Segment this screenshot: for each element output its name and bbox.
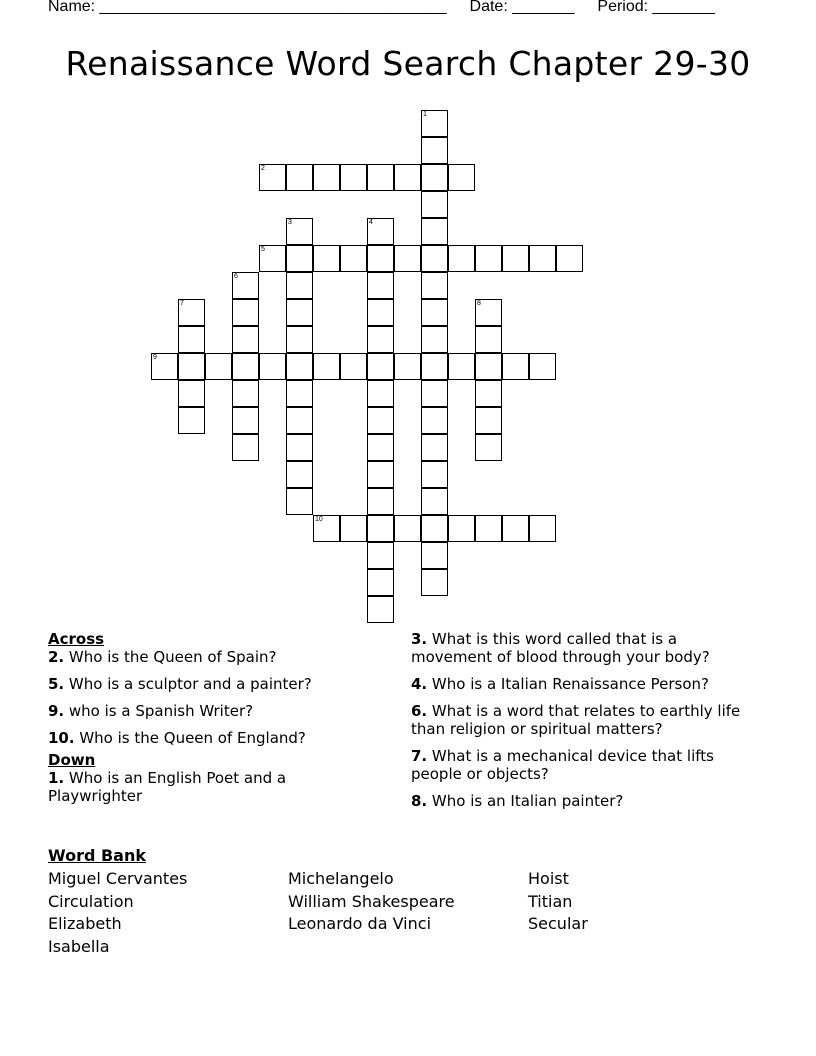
crossword-cell[interactable] — [313, 515, 340, 542]
crossword-cell[interactable] — [259, 245, 286, 272]
word-bank-item: Circulation — [48, 891, 134, 911]
clue-number-label: 2 — [261, 165, 265, 172]
clue-number-label: 6 — [234, 273, 238, 280]
crossword-cell[interactable] — [340, 164, 367, 191]
word-bank-item: Elizabeth — [48, 914, 122, 934]
crossword-cell[interactable] — [367, 542, 394, 569]
period-field[interactable]: Period: _______ — [597, 0, 715, 15]
word-bank-column-2 — [288, 868, 455, 936]
crossword-cell[interactable] — [286, 326, 313, 353]
crossword-cell[interactable] — [340, 245, 367, 272]
crossword-cell[interactable] — [529, 515, 556, 542]
crossword-cell[interactable] — [421, 515, 448, 542]
crossword-cell[interactable] — [475, 515, 502, 542]
crossword-cell[interactable] — [178, 299, 205, 326]
clue-text: What is a word that relates to earthly life than religion or spiritual matters? — [411, 702, 741, 738]
crossword-cell[interactable] — [556, 245, 583, 272]
word-bank-column-1 — [48, 868, 187, 959]
crossword-cell[interactable] — [367, 218, 394, 245]
crossword-cell[interactable] — [313, 245, 340, 272]
crossword-cell[interactable] — [286, 434, 313, 461]
crossword-cell[interactable] — [421, 137, 448, 164]
crossword-cell[interactable] — [367, 461, 394, 488]
crossword-cell[interactable] — [421, 569, 448, 596]
crossword-cell[interactable] — [502, 353, 529, 380]
crossword-cell[interactable] — [367, 380, 394, 407]
crossword-cell[interactable] — [421, 191, 448, 218]
clue-text: Who is the Queen of Spain? — [64, 648, 277, 666]
clue-number: 7. — [411, 747, 428, 765]
crossword-cell[interactable] — [421, 299, 448, 326]
crossword-cell[interactable] — [475, 380, 502, 407]
crossword-cell[interactable] — [151, 353, 178, 380]
crossword-cell[interactable] — [367, 407, 394, 434]
crossword-cell[interactable] — [421, 218, 448, 245]
crossword-cell[interactable] — [421, 326, 448, 353]
clue-number: 3. — [411, 630, 428, 648]
crossword-cell[interactable] — [421, 353, 448, 380]
word-bank-item: Titian — [528, 891, 573, 911]
word-bank-column-3 — [528, 868, 588, 936]
crossword-cell[interactable] — [394, 164, 421, 191]
crossword-cell[interactable] — [340, 515, 367, 542]
crossword-cell[interactable] — [367, 326, 394, 353]
crossword-cell[interactable] — [475, 299, 502, 326]
clue-number-label: 7 — [180, 300, 184, 307]
clue-number: 4. — [411, 675, 428, 693]
crossword-cell[interactable] — [421, 488, 448, 515]
crossword-cell[interactable] — [232, 272, 259, 299]
crossword-cell[interactable] — [367, 353, 394, 380]
crossword-cell[interactable] — [448, 353, 475, 380]
down-clue-8 — [411, 792, 751, 810]
word-bank-item: Isabella — [48, 937, 110, 957]
crossword-cell[interactable] — [421, 245, 448, 272]
word-bank-heading: Word Bank — [48, 846, 147, 865]
crossword-cell[interactable] — [421, 434, 448, 461]
crossword-cell[interactable] — [367, 596, 394, 623]
clue-number-label: 10 — [315, 516, 323, 523]
clue-number: 5. — [48, 675, 65, 693]
crossword-cell[interactable] — [178, 407, 205, 434]
crossword-cell[interactable] — [421, 461, 448, 488]
crossword-cell[interactable] — [529, 245, 556, 272]
page-title: Renaissance Word Search Chapter 29-30 — [65, 44, 751, 83]
across-clue-9 — [48, 702, 378, 729]
clue-text: Who is an English Poet and a Playwrighter — [48, 769, 287, 805]
word-bank-item: Miguel Cervantes — [48, 869, 188, 888]
crossword-cell[interactable] — [367, 569, 394, 596]
down-clue-1 — [48, 769, 378, 805]
clue-number-label: 4 — [369, 219, 373, 226]
crossword-cell[interactable] — [475, 353, 502, 380]
across-clue-10 — [48, 729, 378, 751]
clue-number: 6. — [411, 702, 428, 720]
down-clue-4 — [411, 675, 751, 693]
across-heading: Across — [48, 630, 105, 648]
word-bank-item: Hoist — [528, 869, 569, 888]
down-clue-7 — [411, 747, 751, 783]
crossword-cell[interactable] — [367, 515, 394, 542]
crossword-cell[interactable] — [313, 164, 340, 191]
crossword-cell[interactable] — [232, 326, 259, 353]
clue-number: 9. — [48, 702, 65, 720]
clue-number-label: 8 — [477, 300, 481, 307]
clue-column-left — [48, 630, 378, 805]
clue-column-right — [411, 630, 751, 810]
across-clue-5 — [48, 675, 378, 702]
word-bank-item: Michelangelo — [288, 869, 394, 888]
clue-text: What is this word called that is a movement of blood through your body? — [411, 630, 710, 666]
clue-number: 8. — [411, 792, 428, 810]
clue-number-label: 5 — [261, 246, 265, 253]
crossword-cell[interactable] — [286, 380, 313, 407]
crossword-cell[interactable] — [394, 245, 421, 272]
crossword-cell[interactable] — [421, 380, 448, 407]
crossword-cell[interactable] — [205, 353, 232, 380]
crossword-cell[interactable] — [232, 299, 259, 326]
date-field[interactable]: Date: _______ — [469, 0, 575, 15]
crossword-cell[interactable] — [286, 461, 313, 488]
crossword-cell[interactable] — [313, 353, 340, 380]
clue-number-label: 9 — [153, 354, 157, 361]
across-clue-2 — [48, 648, 378, 675]
crossword-cell[interactable] — [421, 164, 448, 191]
clue-number-label: 3 — [288, 219, 292, 226]
clue-number: 2. — [48, 648, 65, 666]
crossword-cell[interactable] — [475, 407, 502, 434]
crossword-cell[interactable] — [421, 407, 448, 434]
crossword-cell[interactable] — [367, 245, 394, 272]
crossword-cell[interactable] — [367, 272, 394, 299]
crossword-cell[interactable] — [286, 488, 313, 515]
crossword-cell[interactable] — [286, 218, 313, 245]
crossword-cell[interactable] — [286, 245, 313, 272]
crossword-cell[interactable] — [502, 515, 529, 542]
crossword-cell[interactable] — [448, 164, 475, 191]
crossword-cell[interactable] — [340, 353, 367, 380]
crossword-cell[interactable] — [178, 353, 205, 380]
crossword-cell[interactable] — [394, 353, 421, 380]
crossword-cell[interactable] — [367, 164, 394, 191]
word-bank-item: William Shakespeare — [288, 891, 455, 911]
crossword-cell[interactable] — [286, 272, 313, 299]
word-bank-item: Leonardo da Vinci — [288, 914, 432, 934]
down-clue-3 — [411, 630, 751, 666]
clue-number-label: 1 — [423, 111, 427, 118]
crossword-cell[interactable] — [502, 245, 529, 272]
clue-text: who is a Spanish Writer? — [64, 702, 254, 720]
crossword-cell[interactable] — [367, 488, 394, 515]
crossword-cell[interactable] — [178, 380, 205, 407]
clue-text: Who is a sculptor and a painter? — [64, 675, 312, 693]
crossword-cell[interactable] — [259, 353, 286, 380]
crossword-cell[interactable] — [421, 542, 448, 569]
crossword-cell[interactable] — [475, 245, 502, 272]
clue-number: 1. — [48, 769, 65, 787]
crossword-cell[interactable] — [232, 434, 259, 461]
down-heading: Down — [48, 751, 96, 769]
crossword-cell[interactable] — [367, 299, 394, 326]
crossword-cell[interactable] — [367, 434, 394, 461]
word-bank-item: Secular — [528, 914, 588, 934]
down-clue-6 — [411, 702, 751, 738]
crossword-cell[interactable] — [448, 515, 475, 542]
crossword-cell[interactable] — [394, 515, 421, 542]
crossword-cell[interactable] — [421, 110, 448, 137]
crossword-cell[interactable] — [232, 407, 259, 434]
crossword-cell[interactable] — [286, 299, 313, 326]
crossword-cell[interactable] — [286, 353, 313, 380]
crossword-cell[interactable] — [259, 164, 286, 191]
clue-number: 10. — [48, 729, 75, 747]
crossword-cell[interactable] — [232, 380, 259, 407]
crossword-cell[interactable] — [529, 353, 556, 380]
crossword-cell[interactable] — [178, 326, 205, 353]
crossword-cell[interactable] — [448, 245, 475, 272]
crossword-cell[interactable] — [421, 272, 448, 299]
name-field[interactable]: Name: _______________________________________ — [48, 0, 447, 15]
crossword-cell[interactable] — [475, 434, 502, 461]
crossword-cell[interactable] — [286, 407, 313, 434]
clue-text: Who is the Queen of England? — [74, 729, 306, 747]
crossword-cell[interactable] — [475, 326, 502, 353]
clue-text: What is a mechanical device that lifts people or objects? — [411, 747, 714, 783]
clue-text: Who is an Italian painter? — [427, 792, 624, 810]
crossword-cell[interactable] — [286, 164, 313, 191]
clue-text: Who is a Italian Renaissance Person? — [427, 675, 709, 693]
crossword-cell[interactable] — [232, 353, 259, 380]
